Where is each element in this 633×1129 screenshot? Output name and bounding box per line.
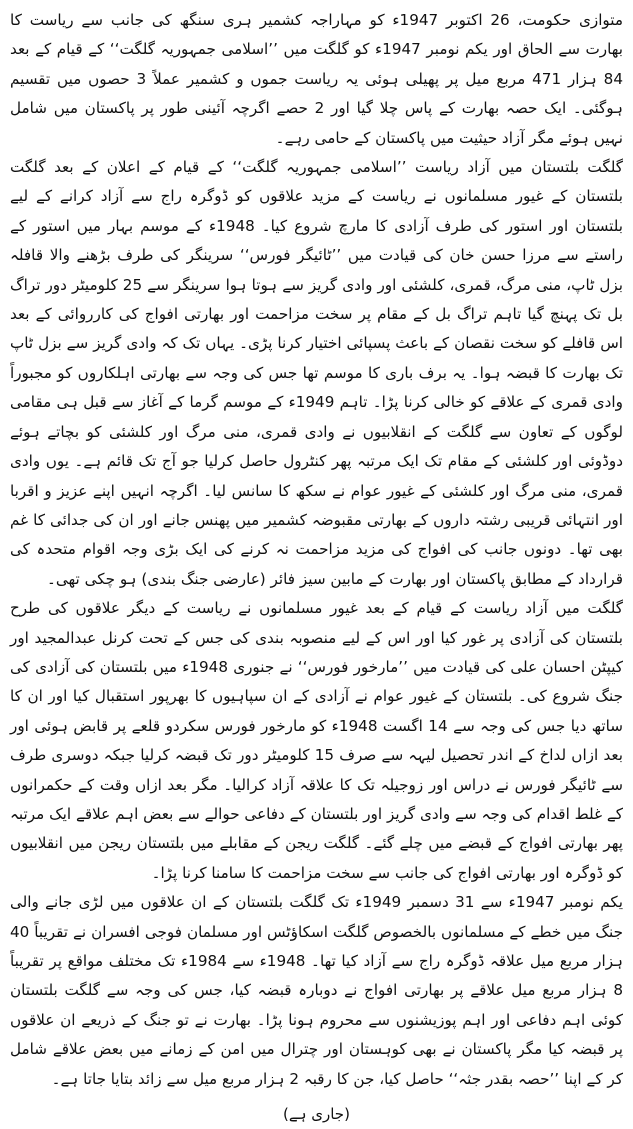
paragraph-2: گلگت بلتستان میں آزاد ریاست ’’اسلامی جمہوریہ گلگت‘‘ کے قیام کے اعلان کے بعد گلگت بلتستان کے غیور مسلمانوں نے ریاست کے مزید علاقوں کو ڈوگرہ راج سے آزاد کرانے کے لیے بلتستان اور استور کی طرف آزادی کا مارچ شروع کیا۔ 1948ء کے موسم بہار میں استور کے راستے سے مرزا حسن خان کی قیادت میں ’’ٹائیگر فورس‘‘ سرینگر کی طرف بڑھنے والا قافلہ بزل ٹاپ، منی مرگ، قمری، کلشئی اور وادی گریز سے ہوتا ہوا سرینگر سے 25 کلومیٹر دور تراگ بل تک پہنچ گیا تاہم تراگ بل کے مقام پر سخت مزاحمت اور بھارتی افواج کی کارروائی کے بعد اس قافلے کو سخت نقصان کے باعث پسپائی اختیار کرنا پڑی۔ یہاں تک کہ وادی گریز سے بزل ٹاپ تک بھارت کا قبضہ ہوا۔ یہ برف باری کا موسم تھا جس کی وجہ سے بھارتی اہلکاروں کو مجبوراً وادی قمری کے علاقے کو خالی کرنا پڑا۔ تاہم 1949ء کے موسم گرما کے آغاز سے قبل ہی مقامی لوگوں کے تعاون سے گلگت کے انقلابیوں نے وادی قمری، منی مرگ اور کلشئی کو بچاتے ہوئے دوڈوئی اور کلشئی کے مقام تک ایک مرتبہ پھر کنٹرول حاصل کرلیا جو آج تک قائم ہے۔ یوں وادی قمری، منی مرگ اور کلشئی کے غیور عوام نے سکھ کا سانس لیا۔ اگرچہ انہیں اپنے عزیز و اقربا اور انتہائی قریبی رشتہ داروں کے بھارتی مقبوضہ کشمیر میں پھنس جانے اور ان کی جدائی کا غم بھی تھا۔ دونوں جانب کی افواج کی مزید مزاحمت نہ کرنے کی ایک بڑی وجہ اقوام متحدہ کی قرارداد کے مطابق پاکستان اور بھارت کے مابین سیز فائر (عارضی جنگ بندی) ہو چکی تھی۔ <box>10 158 623 588</box>
paragraph-3: گلگت میں آزاد ریاست کے قیام کے بعد غیور مسلمانوں نے ریاست کے دیگر علاقوں کی طرح بلتستان کی آزادی پر غور کیا اور اس کے لیے منصوبہ بندی کی جس کے تحت کرنل عبدالمجید اور کیپٹن احسان علی کی قیادت میں ’’مارخور فورس‘‘ نے جنوری 1948ء میں بلتستان کی آزادی کی جنگ شروع کی۔ بلتستان کے غیور عوام نے آزادی کے ان سپاہیوں کا بھرپور استقبال کیا اور ان کا ساتھ دیا جس کی وجہ سے 14 اگست 1948ء کو مارخور فورس سکردو قلعے پر قابض ہوئی اور بعد ازاں لداخ کے اندر تحصیل لیہہ سے صرف 15 کلومیٹر دور تک قبضہ کرلیا جبکہ دوسری طرف سے ٹائیگر فورس نے دراس اور زوجیلہ تک کا علاقہ آزاد کرالیا۔ مگر بعد ازاں وقت کے حکمرانوں کے غلط اقدام کی وجہ سے وادی گریز اور بلتستان کے دفاعی حوالے سے بعض اہم علاقے ایک مرتبہ پھر بھارتی افواج کے قبضے میں چلے گئے۔ گلگت ریجن کے مقابلے میں بلتستان ریجن میں انقلابیوں کو ڈوگرہ اور بھارتی افواج کی جانب سے سخت مزاحمت کا سامنا کرنا پڑا۔ <box>10 599 624 882</box>
continued-note: (جاری ہے) <box>283 1105 350 1124</box>
paragraph-4: یکم نومبر 1947ء سے 31 دسمبر 1949ء تک گلگت بلتستان کے ان علاقوں میں لڑی جانے والی جنگ میں خطے کے مسلمانوں بالخصوص گلگت اسکاؤٹس اور مسلمان فوجی افسران نے تقریباً 40 ہزار مربع میل علاقہ ڈوگرہ راج سے آزاد کیا تھا۔ 1948ء سے 1984ء تک مختلف مواقع پر تقریباً 8 ہزار مربع میل علاقے پر بھارتی افواج نے دوبارہ قبضہ کیا، جس کی وجہ سے گلگت بلتستان کوئی اہم دفاعی اور اہم پوزیشنوں سے محروم ہونا پڑا۔ بھارت نے تو جنگ کے ذریعے ان علاقوں پر قبضہ کیا مگر پاکستان نے بھی کوہستان اور چترال میں امن کے زمانے میں بعض علاقے شامل کر کے اپنا ’’حصہ بقدر جثہ‘‘ حاصل کیا، جن کا رقبہ 2 ہزار مربع میل سے زائد بتایا جاتا ہے۔ <box>10 893 624 1088</box>
document-page <box>10 6 624 1124</box>
paragraph-1: متوازی حکومت، 26 اکتوبر 1947ء کو مہاراجہ کشمیر ہری سنگھ کی جانب سے ریاست کا بھارت سے الحاق اور یکم نومبر 1947ء کو گلگت میں ’’اسلامی جمہوریہ گلگت‘‘ کے قیام کے بعد 84 ہزار 471 مربع میل پر پھیلی ہوئی یہ ریاست جموں و کشمیر عملاً 3 حصوں میں تقسیم ہوگئی۔ ایک حصہ بھارت کے پاس چلا گیا اور 2 حصے اگرچہ آئینی طور پر پاکستان میں شامل نہیں ہوئے مگر آزاد حیثیت میں پاکستان کے حامی رہے۔ <box>10 11 623 147</box>
